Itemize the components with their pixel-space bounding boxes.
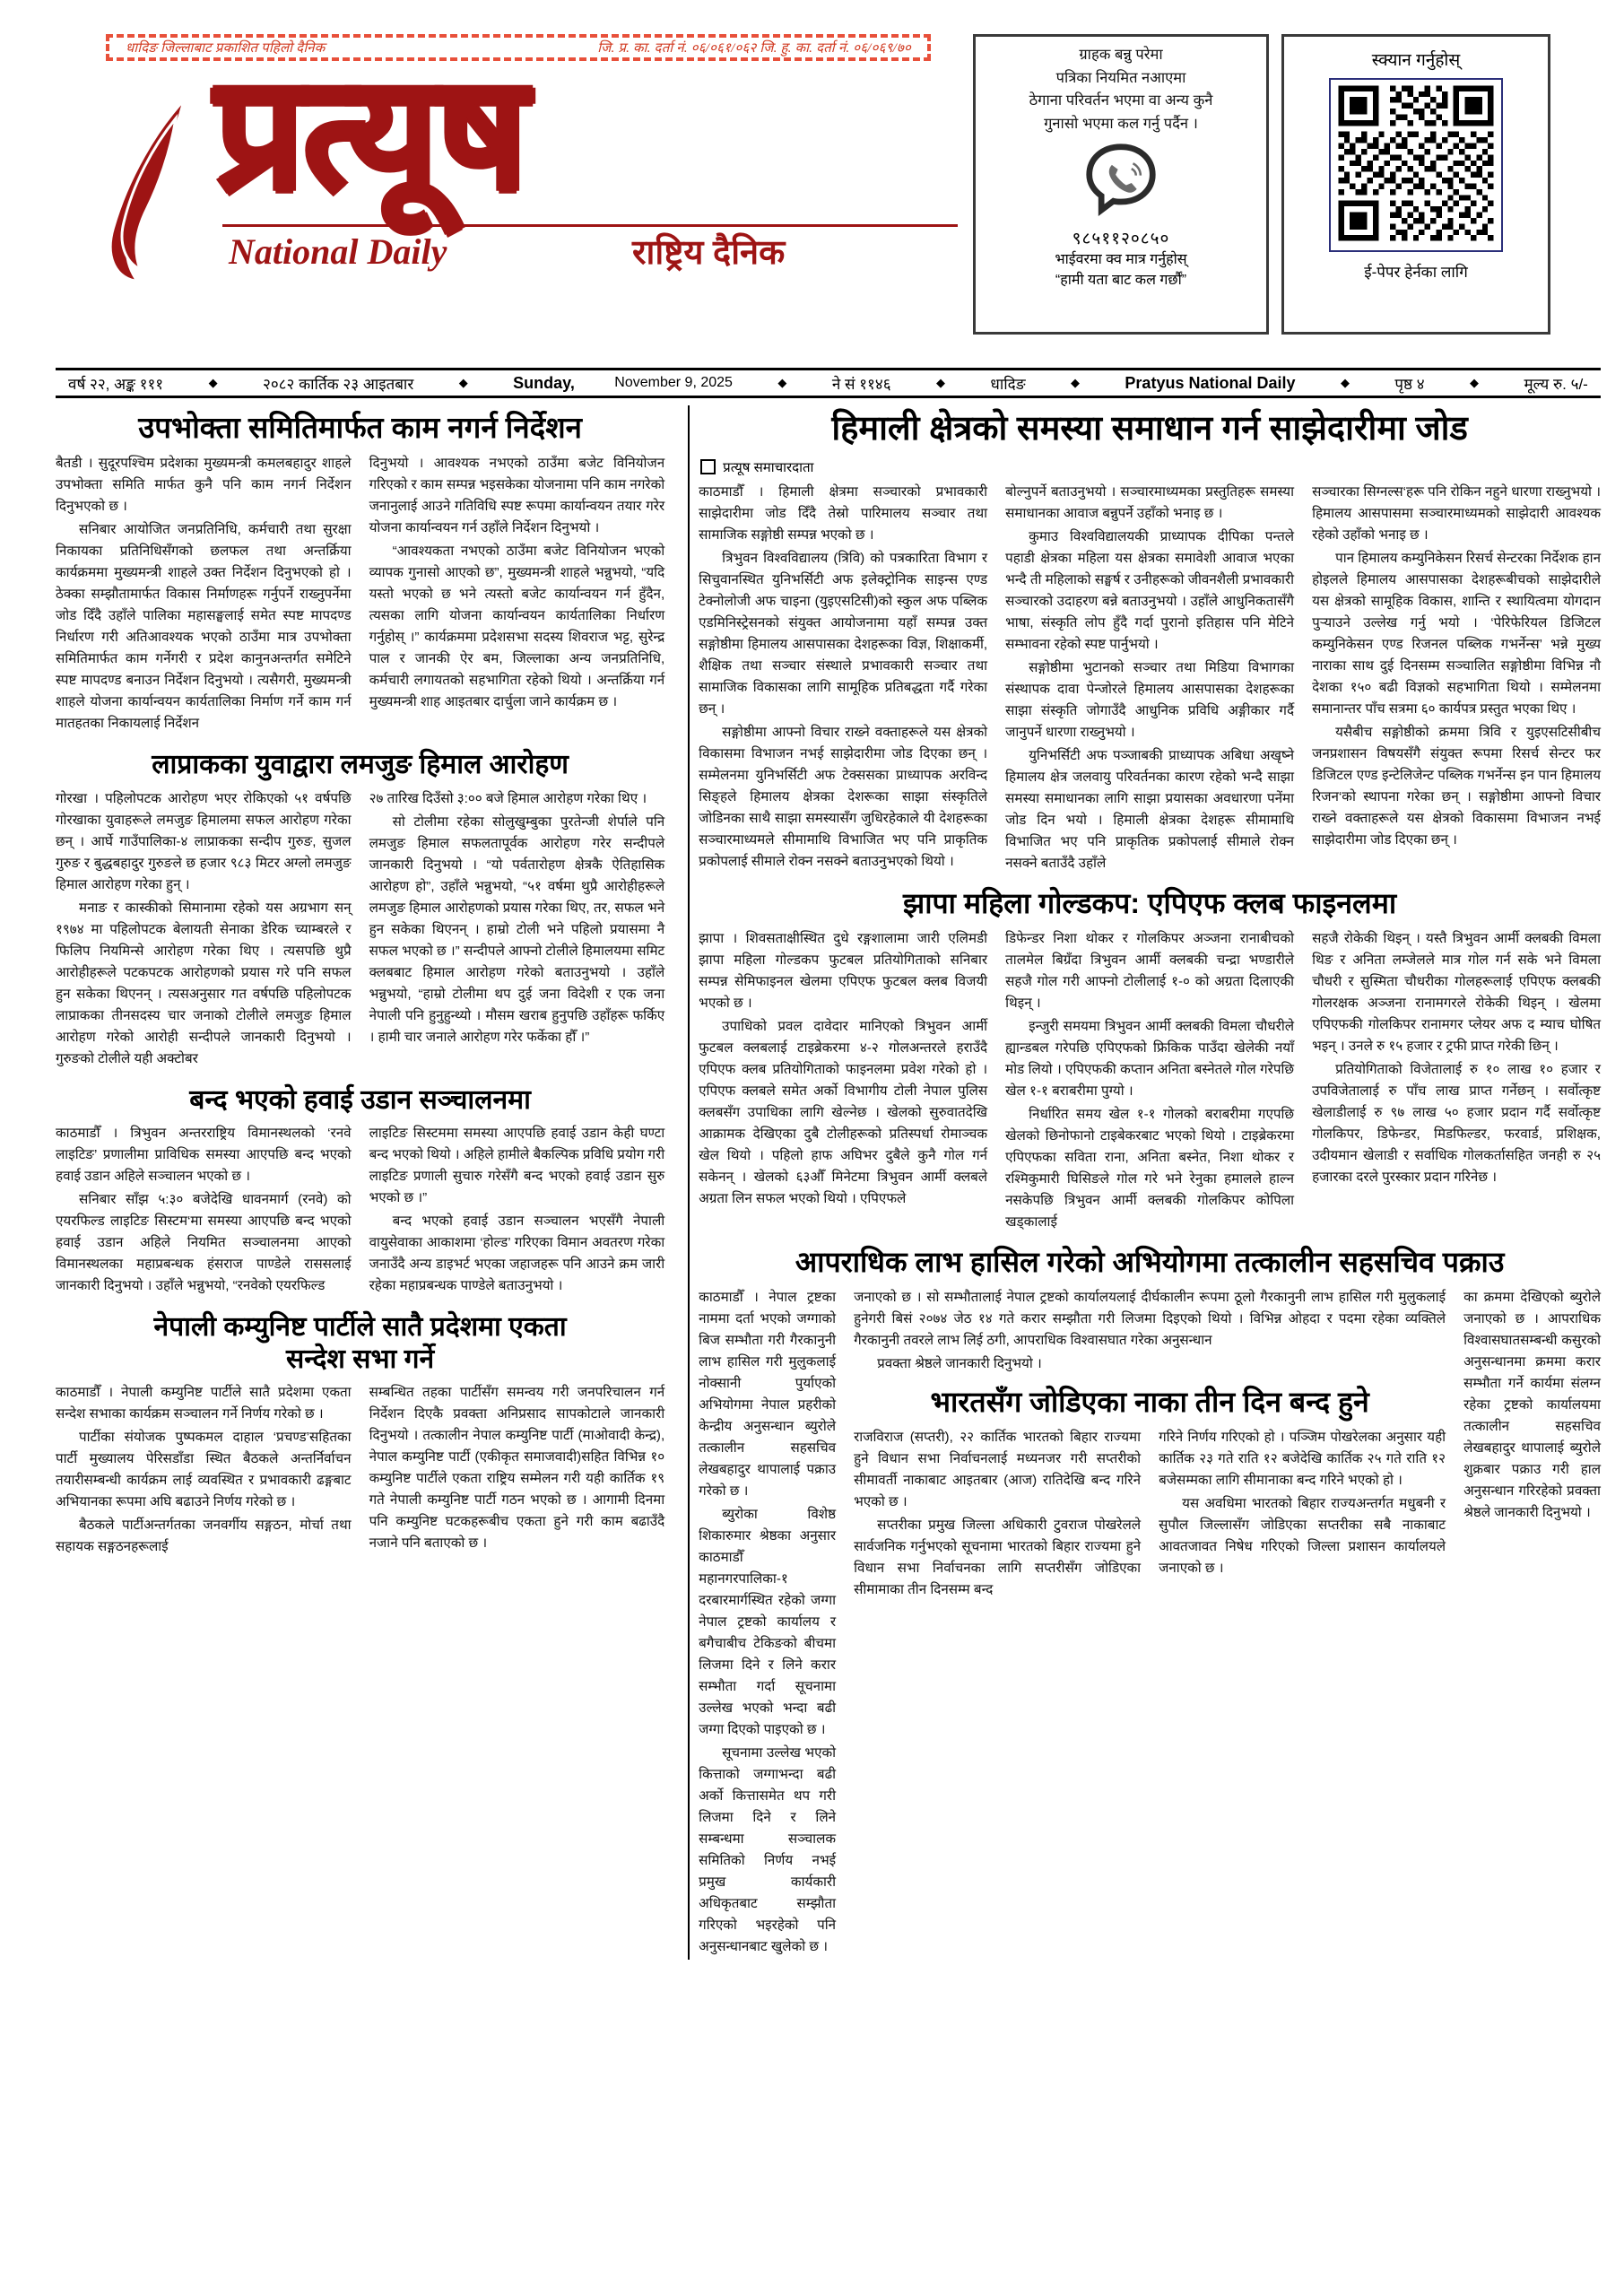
logo-underline [222,224,958,227]
viber-phone-number[interactable]: ९८५११२०८५० [1072,230,1170,249]
viber-contact-box [973,34,1269,335]
article-himalayan-partnership [699,409,1601,876]
paragraph: सङ्गोष्ठीमा आफ्नो विचार राख्ने वक्ताहरूले यस क्षेत्रको विकासमा विभाजन नभई साझेदारीमा जोड दिएका छन् । सम्मेलनमा युनिभर्सिटी अफ टेक्ससका प्राध्यापक अरविन्द सिङ्हले हिमालय क्षेत्रका देशरूका साझा संस्कृतिले जोडिनका साथै साझा समस्यासँग जुधिरहेकाले यी देशहरूका सञ्चारमाध्यमले सीमामाथि विभाजित भए पनि प्राकृतिक प्रकोपलाई सीमाले रोक्न नसक्ने बताउनुभएको थियो । [699,725,988,870]
paragraph: बैतडी । सुदूरपश्चिम प्रदेशका मुख्यमन्त्री कमलबहादुर शाहले उपभोक्ता समिति मार्फत कुनै पनि काम नगर्न निर्देशन दिनुभएको छ । [56,455,352,514]
paragraph: यस अवधिमा भारतको बिहार राज्यअन्तर्गत मधुबनी र सुपौल जिल्लासँग जोडिएका सप्तरीका सबै नाकाबाट आवतजावत निषेध गरिएको जिल्ला प्रशासन कार्यालयले जनाएको छ । [1159,1495,1446,1576]
main-content [56,405,1601,1960]
column-divider [688,405,690,1960]
qr-code-svg [1333,80,1499,247]
diamond-separator-4: ◆ [935,376,945,389]
masthead-info-boxes [973,34,1550,335]
paragraph: गोरखा । पहिलोपटक आरोहण भएर रोकिएको ५१ वर्षपछि गोरखाका युवाहरूले लमजुङ हिमालमा सफल आरोहण गरेका छन् । आर्घे गाउँपालिका-४ लाप्राकका सन्दीप गुरुङ, सुजल गुरुङ र बुद्धबहादुर गुरुङले छ हजार ९८३ मिटर अग्लो लमजुङ हिमाल आरोहण गरेका हुन् । [56,790,352,892]
paragraph: गरिने निर्णय गरिएको हो । पञ्जिम पोखरेलका अनुसार यही कार्तिक २३ गते राति १२ बजेदेखि कार्तिक २५ गते राति १२ बजेसम्मका लागि सीमानाका बन्द गरिने भएको हो । [1159,1429,1446,1488]
paragraph: पान हिमालय कम्युनिकेसन रिसर्च सेन्टरका निर्देशक हान होइलले हिमालय आसपासका देशहरूबीचको साझेदारीले यस क्षेत्रको सामूहिक विकास, शान्ति र स्थायित्वमा योगदान पुऱ्याउने उल्लेख गर्नु भयो । ‘पेरिफेरियल डिजिटल कम्युनिकेसन एण्ड रिजनल पब्लिक गभर्नेन्स’ भन्ने मुख्य नाराका साथ दुई दिनसम्म सञ्चालित सङ्गोष्ठीमा विभिन्न नौ देशका १५० बढी विज्ञको सहभागिता थियो । सम्मेलनमा समानान्तर पाँच सत्रमा ६० कार्यपत्र प्रस्तुत भएका थिए । [1312,550,1602,717]
english-day: Sunday, [513,373,575,392]
right-column-block [699,405,1601,1960]
article-jhapa-goldcup [699,887,1601,1235]
place-name: धादिङ [990,375,1026,393]
paragraph: त्रिभुवन विश्वविद्यालय (त्रिवि) को पत्रकारिता विभाग र सिचुवानस्थित युनिभर्सिटी अफ इलेक्ट्रोनिक साइन्स एण्ड टेक्नोलोजी अफ चाइना (युइएसटिसी)को स्कुल अफ पब्लिक एडमिनिस्ट्रेसनको संयुक्त आयोजनामा यहाँ सम्पन्न उक्त सङ्गोष्ठीमा हिमालय आसपासका देशहरूका विज्ञ, शिक्षाकर्मी, शैक्षिक तथा सञ्चार संस्थाले प्रभावकारी सञ्चार तथा सामाजिक विकासका लागि सामूहिक प्रतिबद्धता गर्दै गरेका छन् । [699,550,988,717]
paragraph: २७ तारिख दिउँसो ३:०० बजे हिमाल आरोहण गरेका थिए । [369,790,647,806]
headline-communist-party-unity-line1[interactable]: नेपाली कम्युनिष्ट पार्टीले सातै प्रदेशमा एकता [153,1312,567,1343]
headline-communist-party-unity-line2[interactable]: सन्देश सभा गर्ने [285,1344,435,1374]
diamond-separator-6: ◆ [1340,376,1350,389]
paragraph: लाइटिङ सिस्टममा समस्या आएपछि हवाई उडान केही घण्टा बन्द भएको थियो । अहिले हामीले बैकल्पिक प्रविधि प्रयोग गरी लाइटिङ प्रणाली सुचारु गरेसँगै बन्द भएको हवाई उडान सुरु भएको छ ।” [369,1126,665,1206]
reg-right-text: जि. प्र. का. दर्ता नं. ०६/०६१/०६२ जि. हु. का. दर्ता नं. ०६/०६९/७० [597,41,911,56]
paragraph: काठमाडौँ । नेपाल ट्रष्टका नाममा दर्ता भएको जग्गाको बिज सम्भौता गरी गैरकानुनी लाभ हासिल गरी मुलुकलाई नोक्सानी पुर्याएको अभियोगमा नेपाल प्रहरीको केन्द्रीय अनुसन्धान ब्युरोले तत्कालीन सहसचिव लेखबहादुर थापालाई पक्राउ गरेको छ । [699,1289,837,1499]
paragraph: सङ्गोष्ठीमा भुटानको सञ्चार तथा मिडिया विभागका संस्थापक दावा पेन्जोरले हिमालय आसपासका देशहरूका साझा संस्कृति जोगाउँदै आधुनिक प्रविधि अङ्गीकार गर्दै जानुपर्ने धारणा राख्नुभयो । [1005,659,1295,740]
logo-subtitle-en: National Daily [229,231,447,272]
paragraph: पार्टीका संयोजक पुष्पकमल दाहाल ‘प्रचण्ड’सहितका पार्टी मुख्यालय पेरिसडाँडा स्थित बैठकले अन्तर्निर्वाचन तयारीसम्बन्धी कार्यक्रम लाई व्यवस्थित र प्रभावकारी ढङ्गबाट अभियानका रूपमा अघि बढाउने निर्णय गरेको छ । [56,1430,352,1510]
left-column-block [56,405,679,1960]
paragraph: सो टोलीमा रहेका सोलुखुम्बुका पुरतेन्जी शेर्पाले पनि लमजुङ हिमाल सफलतापूर्वक आरोहण गरेर सन्दीपले जानकारी दिनुभयो । “यो पर्वतारोहण क्षेत्रकै ऐतिहासिक आरोहण हो”, उहाँले भन्नुभयो, “५१ वर्षमा थुप्रै आरोहीहरूले लमजुङ हिमाल आरोहणको प्रयास गरेका थिए, तर, सफल भने हुन सकेका थिएनन् । हाम्रो टोली भने पहिलो प्रयासमा नै सफल भएको छ ।” सन्दीपले आफ्नो टोलीले हिमालयमा समिट क्लबबाट हिमाल आरोहण गरेको बताउनुभयो । उहाँले भन्नुभयो, “हाम्रो टोलीमा थप दुई जना विदेशी र एक जना नेपाली पनि हुनुहुन्थ्यो । मौसम खराब हुनुपछि उहाँहरू फर्किए । हामी चार जनाले आरोहण गरेर फर्केका हौँ ।” [369,813,665,1045]
paragraph: यसैबीच सङ्गोष्ठीको क्रममा त्रिवि र युइएसटिसीबीच जनप्रशासन विषयसँगै संयुक्त रूपमा रिसर्च सेन्टर फर डिजिटल एण्ड इन्टेलिजेन्ट पब्लिक गभर्नेन्स इन पान हिमालय रिजन‘को स्थापना गरेका छन् । सङ्गोष्ठीमा आफ्नो विचार राख्ने वक्ताहरूले यस क्षेत्रको विकासमा विभाजन नभई साझेदारीमा जोड दिएका छन् । [1312,725,1602,848]
paragraph: निर्धारित समय खेल १-१ गोलको बराबरीमा गएपछि खेलको छिनोफानो टाइबेकरबाट भएको थियो । टाइब्रेकरमा एपिएफका सविता राना, अनिता बस्नेत, निशा थोकर र रश्मिकुमारी घिसिङले गोल गरे भने रेनुका हमालले हाल्न नसकेपछि त्रिभुवन आर्मी क्लबकी गोलकिपर कोपिला खड्कालाई [1005,1106,1295,1231]
paragraph: काठमाडौँ । त्रिभुवन अन्तरराष्ट्रिय विमानस्थलको ‘रनवे लाइटिङ’ प्रणालीमा प्राविधिक समस्या आएपछि बन्द भएको हवाई उडान अहिले सञ्चालन भएको छ । [56,1126,352,1185]
paragraph: सहजै रोकेकी थिइन् । यस्तै त्रिभुवन आर्मी क्लबकी विमला थिङ र अनिता लम्जेलले मात्र गोल गर्न सके भने विमला चौधरी र सुस्मिता चौधरीका गोलहरूलाई एपिएफ क्लबकी गोलरक्षक अञ्जना रानामगरले रोकेकी थिइन् । खेलमा एपिएफकी गोलकिपर रानामगर प्लेयर अफ द म्याच घोषित भइन् । उनले रु १५ हजार र ट्रफी प्राप्त गरेकी छिन् । [1312,930,1602,1054]
paragraph: उपाधिको प्रवल दावेदार मानिएको त्रिभुवन आर्मी फुटबल क्लबलाई टाइब्रेकरमा ४-२ गोलअन्तरले हराउँदै एपिएफ क्लब प्रतियोगिताको फाइनलमा प्रवेश गरेको हो । एपिएफ क्लबले समेत अर्को विभागीय टोली नेपाल पुलिस क्लबसँग उपाधिका लागि खेल्नेछ । खेलको सुरुवातदेखि आक्रामक देखिएका दुबै टोलीहरूको प्रतिस्पर्धा रोमाञ्चक खेल थियो । पहिलो हाफ अघिभर दुबैले कुनै गोल गर्न सकेनन् । खेलको ६३औँ मिनेटमा त्रिभुवन आर्मी क्लबले अग्रता लिन सफल भएको थियो । एपिएफले [699,1018,988,1207]
paragraph: प्रतियोगिताको विजेतालाई रु १० लाख १० हजार र उपविजेतालाई रु पाँच लाख प्राप्त गर्नेछन् । सर्वोत्कृष्ट खेलाडीलाई रु ९७ लाख ५० हजार प्रदान गर्दै सर्वोत्कृष्ट गोलकिपर, डिफेन्डर, मिडफिल्डर, फरवार्ड, प्रशिक्षक, उदीयमान खेलाडी र सर्वाधिक गोलकर्तासहित जनही रु २५ हजारका दरले पुरस्कार प्रदान गरिनेछ । [1312,1061,1602,1186]
nepal-sambat: ने सं ११४६ [831,375,891,393]
paragraph: सूचनामा उल्लेख भएको कित्ताको जग्गाभन्दा बढी अर्को कित्तासमेत थप गरी लिजमा दिने र लिने सम्बन्धमा सञ्चालक समितिको निर्णय नभई प्रमुख कार्यकारी अधिकृतबाट सम्झौता गरिएको भइरहेको पनि अनुसन्धानबाट खुलेको छ । [699,1745,837,1955]
paragraph: दिनुभयो । आवश्यक नभएकाे ठाउँमा बजेट विनियोजन गरिएकाे र काम सम्पन्न भइसकेका योजनामा पनि काम नगरेको जनानुलाई आउने गतिविधि स्पष्ट रूपमा कार्यान्वयन तयार गरेर योजना कार्यान्वयन गर्न उहाँले निर्देशन दिनुभयो । [369,455,665,535]
english-date: November 9, 2025 [614,375,733,390]
paragraph: झापा । शिवसताक्षीस्थित दुधे रङ्गशालामा जारी एलिमडी झापा महिला गोल्डकप फुटबल प्रतियोगिताको सनिबार सम्पन्न सेमिफाइनल खेलमा एपिएफ फुटबल क्लब विजयी भएको छ । [699,930,988,1011]
paragraph: का क्रममा देखिएको ब्युरोले जनाएको छ । आपराधिक विश्वासघातसम्बन्धी कसुरको अनुसन्धानमा क्रममा करार सम्भौता गर्ने कार्यमा संलग्न रहेका ट्रष्टको कार्यालयमा तत्कालीन सहसचिव लेखबहादुर थापालाई ब्युरोले शुक्रबार पक्राउ गरी हाल अनुसन्धान गरिरहेको प्रवक्ता श्रेष्ठले जानकारी दिनुभयो । [1463,1289,1601,1520]
paragraph: काठमाडौँ । नेपाली कम्युनिष्ट पार्टीले सातै प्रदेशमा एकता सन्देश सभाका कार्यक्रम सञ्चालन गर्ने निर्णय गरेको छ । [56,1385,352,1422]
headline-jhapa-goldcup[interactable]: झापा महिला गोल्डकप: एपिएफ क्लब फाइनलमा [903,887,1397,920]
viber-phone-icon [1083,141,1159,216]
paragraph: काठमाडौँ । हिमाली क्षेत्रमा सञ्चारको प्रभावकारी साझेदारीमा जोड दिँदै तेस्रो पारिमालय सञ्चार तथा सामाजिक सङ्गोष्ठी सम्पन्न भएको छ । [699,483,988,543]
paragraph: बैठकले पार्टीअन्तर्गतका जनवर्गीय सङ्गठन, मोर्चा तथा सहायक सङ्गठनहरूलाई [56,1518,352,1555]
viber-line-3: ठेगाना परिवर्तन भएमा वा अन्य कुनै [1029,92,1213,109]
headline-criminal-gain-arrest[interactable]: आपराधिक लाभ हासिल गरेको अभियोगमा तत्कालीन सहसचिव पक्राउ [795,1246,1505,1279]
paper-name-en: Pratyus National Daily [1125,373,1296,392]
paragraph: बोल्नुपर्ने बताउनुभयो । सञ्चारमाध्यमका प्रस्तुतिहरू समस्या समाधानका आवाज बन्नुपर्ने उहाँको भनाइ छ । [1005,483,1295,521]
qr-title: स्क्यान गर्नुहोस् [1371,51,1461,70]
headline-himalayan-partnership[interactable]: हिमाली क्षेत्रको समस्या समाधान गर्न साझेदारीमा जोड [831,410,1468,448]
diamond-separator-7: ◆ [1470,376,1480,389]
nepali-date: २०८२ कार्तिक २३ आइतबार [263,375,414,393]
reg-left-text: धादिङ जिल्लाबाट प्रकाशित पहिलो दैनिक [126,41,326,56]
headline-flight-resumed[interactable]: बन्द भएको हवाई उडान सञ्चालनमा [189,1084,531,1115]
paragraph: सनिबार आयोजित जनप्रतिनिधि, कर्मचारी तथा सुरक्षा निकायका प्रतिनिधिसँगको छलफल तथा अन्तर्क्रिया कार्यक्रममा मुख्यमन्त्री शाहले उक्त निर्देशन दिनुभएको हो । ठेक्का सम्झौतामार्फत विकास निर्माणहरू गर्नुपर्ने राख्नुपर्नेमा जोड दिँदै उहाँले पालिका महासङ्घलाई समेत स्पष्ट मापदण्ड निर्धारण गरी अतिआवश्यक भएको ठाउँमा मात्र उपभोक्ता समितिमार्फत काम गर्नेगरी र प्रदेश कानुनअन्तर्गत समेटिने स्पष्ट मापदण्ड बनाउन निर्देशन दिनुभयो । त्यसैगरी, मुख्यमन्त्री शाहले योजना कार्यान्वयन कार्यतालिका निर्माण गर्ने काम गर्न मातहतका निकायलाई निर्देशन [56,521,352,732]
viber-line-4: गुनासो भएमा कल गर्नु पर्दैन । [1044,115,1198,132]
headline-lamjung-climb[interactable]: लाप्राकका युवाद्वारा लमजुङ हिमाल आरोहण [152,750,569,780]
diamond-separator-1: ◆ [208,376,218,389]
paragraph: प्रवक्ता श्रेष्ठले जानकारी दिनुभयो । [877,1355,1042,1371]
headline-consumer-committee[interactable]: उपभोक्ता समितिमार्फत काम नगर्न निर्देशन [138,411,582,444]
byline-text: प्रत्यूष समाचारदाता [723,459,814,475]
date-info-bar [56,368,1601,398]
qr-caption: ई-पेपर हेर्नका लागि [1364,264,1468,281]
paragraph: इन्जुरी समयमा त्रिभुवन आर्मी क्लबकी विमला चौधरीले ह्यान्डबल गरेपछि एपिएफकाे फ्रिकिक पाउँदा खेलेकी नयाँ मोड लियो । एपिएफकी कप्तान अनिता बस्नेतले गोल गरेपछि खेल १-१ बराबरीमा पुग्यो । [1005,1018,1295,1099]
paragraph: ब्युरोका विशेष्ठ शिकारुमार श्रेष्ठका अनुसार काठमाडौँ महानगरपालिका-१ दरबारमार्गस्थित रहेको जग्गा नेपाल ट्रष्टको कार्यालय र बगैचाबीच टेकिङको बीचमा लिजमा दिने र लिने करार सम्भौता गर्दा सूचनामा उल्लेख भएको भन्दा बढी जग्गा दिएको पाइएको छ । [699,1506,837,1738]
paragraph: सनिबार साँझ ५:३० बजेदेखि धावनमार्ग (रनवे) को एयरफिल्ड लाइटिङ सिस्टम‘मा समस्या आएपछि बन्द भएको हवाई उडान अहिले नियमित सञ्चालनमा आएको विमानस्थलका महाप्रबन्धक हंसराज पाण्डेले राससलाई जानकारी दिनुभयो । उहाँले भन्नुभयो, “रनवेको एयरफिल्ड [56,1192,352,1294]
price: मूल्य रु. ५/- [1524,375,1588,393]
logo-subtitle-np: राष्ट्रिय दैनिक [632,234,786,272]
paragraph: बन्द भएको हवाई उडान सञ्चालन भएसँगै नेपाली वायुसेवाका आकाशमा ‘होल्ड’ गरिएका विमान अवतरण गरेका जनाउँदै अन्य डाइभर्ट भएका जहाजहरू पनि आउने क्रम जारी रहेका महाप्रबन्धक पाण्डेले बताउनुभयो । [369,1213,665,1294]
viber-note-1: भाईवरमा क्व मात्र गर्नुहोस् [1055,252,1187,268]
paragraph: “आवश्यकता नभएकाे ठाउँमा बजेट विनियोजन भएको व्यापक गुनासो आएको छ”, मुख्यमन्त्री शाहले भन्नुभयो, “यदि यस्तो भएको छ भने त्यस्तो बजेट कार्यान्वयन गर्न हुँदैन, त्यसका लागि योजना कार्यान्वयन कार्यतालिका निर्धारण गर्नुहोस् ।” कार्यक्रममा प्रदेशसभा सदस्य शिवराज भट्ट, सुरेन्द्र पाल र जानकी ऐर बम, जिल्लाका अन्य जनप्रतिनिधि, कर्मचारी लगायतको सहभागिता रहेको थियो । अन्तर्क्रिया गर्न मुख्यमन्त्री शाह आइतबार दार्चुला जाने कार्यक्रम छ । [369,544,665,710]
paragraph: डिफेन्डर निशा थोकर र गोलकिपर अञ्जना रानाबीचको तालमेल बिग्रँदा त्रिभुवन आर्मी क्लबकी चन्द्रा भण्डारीले सहजै गोल गरी आफ्नो टोलीलाई १-० को अग्रता दिलाएकी थिइन् । [1005,930,1295,1011]
article-criminal-gain-arrest [699,1246,1601,1960]
diamond-separator-2: ◆ [458,376,468,389]
diamond-separator-3: ◆ [777,376,787,389]
viber-line-2: पत्रिका नियमित नआएमा [1055,69,1186,86]
paragraph: राजविराज (सप्तरी), २२ कार्तिक भारतको बिहार राज्यमा हुने विधान सभा निर्वाचनलाई मध्यनजर गरी सप्तरीको सीमावर्ती नाकाबाट आइतबार (आज) रातिदेखि बन्द गरिने भएको छ । [854,1429,1142,1509]
article-communist-party-unity [56,1311,664,1560]
byline [700,458,1601,476]
volume-issue: वर्ष २२, अङ्क १११ [68,375,164,393]
headline-india-border-closure[interactable]: भारतसँग जोडिएका नाका तीन दिन बन्द हुने [930,1385,1369,1418]
epaper-qr-box [1281,34,1550,335]
paragraph: सञ्चारका सिग्नल्स‘हरू पनि रोकिन नहुने धारणा राख्नुभयो । हिमालय आसपासमा सञ्चारमाध्यमको साझेदारी आवश्यक रहेको उहाँको भनाइ छ । [1312,483,1602,543]
qr-code-icon[interactable] [1329,78,1503,252]
article-consumer-committee [56,411,664,736]
article-lamjung-climb [56,749,664,1072]
flame-icon [97,95,204,283]
paragraph: जनाएको छ । सो सम्भौतालाई नेपाल ट्रष्टको कार्यालयलाई दीर्घकालीन रूपमा ठूलो गैरकानुनी लाभ हासिल गरी मुलुकलाई हुनेगरी बिसं २०७४ जेठ १४ गते करार सम्झौता गरी लिजमा दिइएको थियो । विभिन्न ओहदा र पदमा रहेका व्यक्तिले गैरकानुनी तवरले लाभ लिई ठगी, आपराधिक विश्वासघात गरेका अनुसन्धान [854,1289,1446,1348]
page-count: पृष्ठ ४ [1394,375,1425,393]
masthead [0,0,1624,359]
viber-note-2: “हामी यता बाट कल गर्छौं” [1055,273,1187,289]
logo-title-np: प्रत्यूष [215,48,526,223]
paragraph: कुमाउ विश्वविद्यालयकी प्राध्यापक दीपिका पन्तले पहाडी क्षेत्रका महिला यस क्षेत्रका समावेशी आवाज भएका भन्दै ती महिलाको सङ्घर्ष र उनीहरूको जीवनशैली प्रभावकारी सञ्चारको उदाहरण बन्ने बताउनुभयो । उहाँले आधुनिकतासँगै भाषा, संस्कृति लोप हुँदै गर्दा पुरानो इतिहास पनि मेटिने सम्भावना रहेको स्पष्ट पार्नुभयो । [1005,528,1295,652]
paragraph: सप्तरीका प्रमुख जिल्ला अधिकारी टुवराज पोखरेलले सार्वजनिक गर्नुभएको सूचनामा भारतको बिहार राज्यमा हुने विधान सभा निर्वाचनका लागि सप्तरीसँग जोडिएका सीमामाका तीन दिनसम्म बन्द [854,1517,1142,1597]
paragraph: सम्बन्धित तहका पार्टीसँग समन्वय गरी जनपरिचालन गर्न निर्देशन दिएकै प्रवक्ता अनिप्रसाद सापकोटाले जानकारी दिनुभयो । तत्कालीन नेपाल कम्युनिष्ट पार्टी (माओवादी केन्द्र), नेपाल कम्युनिष्ट पार्टी (एकीकृत समाजवादी)सहित विभिन्न १० कम्युनिष्ट पार्टीले एकता राष्ट्रिय सम्मेलन गरी यही कार्तिक १९ गते नेपाली कम्युनिष्ट पार्टी गठन भएको छ । आगामी दिनमा पनि कम्युनिष्ट घटकहरूबीच एकता हुने गरी काम बढाउँदै नजाने पनि बताएको छ । [369,1385,665,1552]
masthead-branding [0,0,973,289]
viber-line-1: ग्राहक बन्नु परेमा [1079,47,1163,63]
article-flight-resumed [56,1084,664,1300]
paragraph: मनाङ र कास्कीको सिमानामा रहेको यस अग्रभाग सन् १९७४ मा पहिलोपटक बेलायती सेनाका डेरिक च्याम्बरले र फिलिप नियमिन्से आरोहण गरेका थिए । त्यसपछि थुप्रै आरोहीहरूले पटकपटक आरोहणको प्रयास गरे पनि सफल हुन सकेका थिएनन् । त्यसअनुसार गत वर्षपछि पहिलोपटक लाप्राकका तीनसदस्य चार जनाको टोलीले लमजुङ हिमाल आरोहण गरेको आरोही सन्दीपले जानकारी दिनुभयो । गुरुङको टोलीले यही अक्टोबर [56,900,352,1066]
byline-square-icon [700,459,716,474]
diamond-separator-5: ◆ [1070,376,1080,389]
paragraph: युनिभर्सिटी अफ पञ्जाबकी प्राध्यापक अबिधा अखृष्ने हिमालय क्षेत्र जलवायु परिवर्तनका कारण रहेको भन्दै साझा समस्या समाधानका लागि साझा प्रयासका अवधारणा पनेंमा जोड दिन भयो । हिमाली क्षेत्रका देशहरू सीमामाथि विभाजित भए पनि प्राकृतिक प्रकोपलाई सीमाले रोक्न नसक्ने बताउँदै उहाँले [1005,748,1295,872]
